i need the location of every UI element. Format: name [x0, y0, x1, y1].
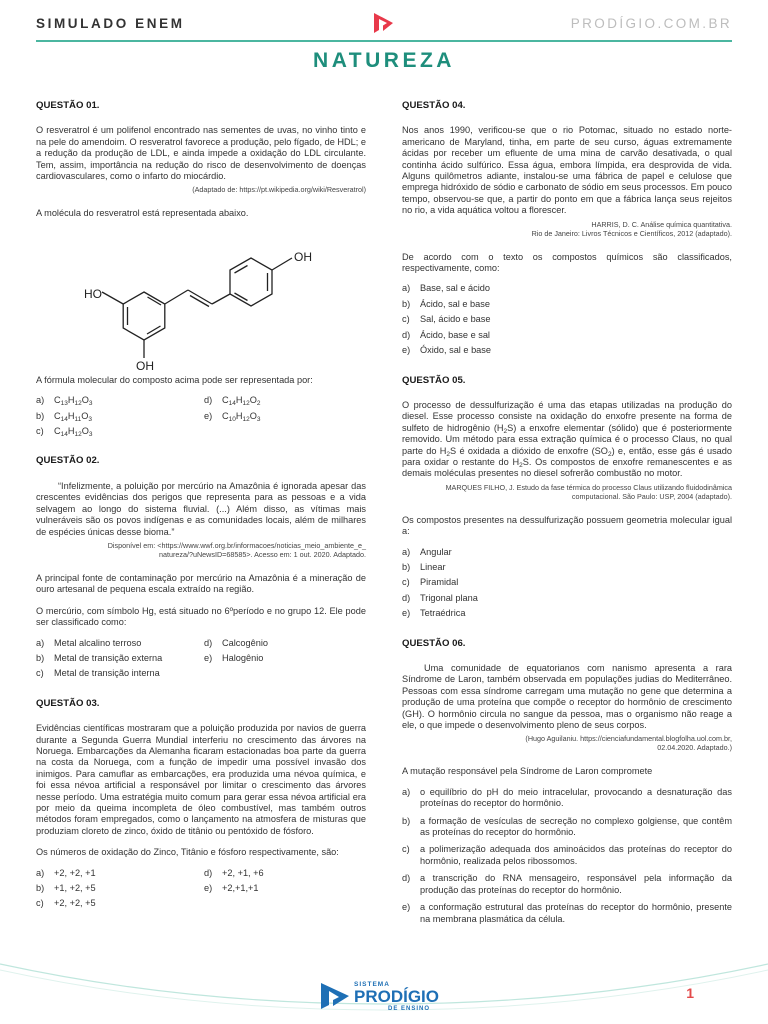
prodigio-logo-icon — [370, 10, 396, 36]
question-text: Uma comunidade de equatorianos com nanismo apresenta a rara Síndrome de Laron, também observada em populações judias do Mediterrâneo. Pessoas com essa síndrome carregam uma mutação no gene que determina a produção de uma proteína que compõe o receptor do hormônio de crescimento (GH). O hormônio circula no sangue da pessoa, mas o organismo não reage a ele, o que impede o desenvolvimento pleno de seus corpos. — [402, 663, 732, 731]
question-prompt: A mutação responsável pela Síndrome de Laron compromete — [402, 766, 653, 777]
right-column — [402, 100, 732, 931]
answer-option[interactable]: b) +1, +2, +5 — [36, 883, 96, 894]
answer-option[interactable]: e) Tetraédrica — [402, 608, 466, 619]
svg-text:PRODÍGIO: PRODÍGIO — [354, 987, 440, 1006]
question-prompt: A fórmula molecular do composto acima pode ser representada por: — [36, 374, 313, 385]
answer-option[interactable]: e) +2,+1,+1 — [204, 883, 259, 894]
answer-option[interactable]: a) $C_{13}H_{12}O_3$ — [36, 395, 93, 408]
left-column — [36, 100, 366, 910]
page-number: 1 — [686, 985, 694, 1001]
answer-option[interactable]: b) a formação de vesículas de secreção no complexo golgiense, que contêm as proteínas do receptor do hormônio. — [402, 815, 732, 838]
hydroxyl-label: OH — [136, 358, 154, 373]
answer-option[interactable]: c) a polimerização adequada dos aminoácidos das proteínas do receptor do hormônio, realizada pelos ribossomos. — [402, 844, 732, 866]
answer-option[interactable]: a) Metal alcalino terroso — [36, 637, 142, 648]
answer-option[interactable]: a) +2, +2, +1 — [36, 867, 96, 878]
question-text: O resveratrol é um polifenol encontrado nas sementes de uvas, no vinho tinto e na pele do amendoim. O resveratrol favorece a produção, pelo fígado, de HDL; e a redução da produção de LDL, e ainda impede a oxidação do LDL circulante. Tem, assim, importância na redução do risco de desenvolvimento de doenças cardiovasculares, como o infarto do miocárdio. — [36, 125, 366, 182]
question-text: A principal fonte de contaminação por mercúrio na Amazônia é a mineração de ouro artesanal de pequena escala extraído na região. — [36, 572, 366, 595]
question-title: QUESTÃO 01. — [36, 100, 100, 111]
section-title: NATUREZA — [313, 49, 455, 72]
answer-option[interactable]: d) $C_{14}H_{12}O_2$ — [204, 395, 261, 408]
answer-options — [402, 787, 732, 925]
hydroxyl-label: OH — [294, 249, 312, 264]
answer-option[interactable]: b) Metal de transição externa — [36, 652, 163, 663]
answer-options — [36, 868, 366, 910]
answer-option[interactable]: c) Sal, ácido e base — [402, 314, 491, 325]
question-prompt: Os números de oxidação do Zinco, Titânio e fósforo respectivamente, são: — [36, 847, 339, 858]
answer-option[interactable]: c) +2, +2, +5 — [36, 898, 96, 909]
site-url: PRODÍGIO.COM.BR — [570, 16, 732, 31]
answer-option[interactable]: d) Calcogênio — [204, 637, 268, 648]
answer-option[interactable]: a) Base, sal e ácido — [402, 283, 490, 294]
answer-options — [402, 547, 732, 620]
question-prompt: Os compostos presentes na dessulfurização possuem geometria molecular igual a: — [402, 514, 732, 537]
answer-option[interactable]: d) Ácido, base e sal — [402, 329, 490, 340]
molecule-intro: A molécula do resveratrol está representada abaixo. — [36, 208, 249, 219]
answer-option[interactable]: e) $C_{10}H_{12}O_3$ — [204, 410, 261, 423]
resveratrol-structure-diagram — [36, 228, 366, 373]
source-citation: (Hugo Aguilaniu. https://cienciafundamental.blogfolha.uol.com.br, 02.04.2020. Adaptado.) — [525, 734, 732, 753]
answer-option[interactable]: b) Linear — [402, 561, 446, 572]
sistema-prodigio-logo — [318, 975, 453, 1013]
answer-option[interactable]: e) Halogênio — [204, 652, 264, 663]
question-title: QUESTÃO 06. — [402, 637, 466, 649]
answer-option[interactable]: a) Angular — [402, 546, 452, 557]
question-text: Evidências científicas mostraram que a poluição produzida por navios de guerra durante a Segunda Guerra Mundial interferiu no crescimento das árvores na Noruega. Embarcações da Alemanha ficaram estacionadas boa parte da guerra na costa da Noruega, com a função de impedir uma possível invasão dos inimigos. Para camuflar as embarcações, era produzida uma névoa química, e foi essa névoa artificial a responsável por limitar o crescimento das árvores nesse período. Uma estratégia muito comum para gerar essa névoa artificial era por meio da queima incompleta de óleo combustível, mas também outros métodos foram empregados, como o lançamento na atmosfera de misturas que produziam cloreto de zinco, óxido de titânio ou pentóxido de fósforo. — [36, 723, 366, 836]
source-citation: MARQUES FILHO, J. Estudo da fase térmica do processo Claus utilizando fluidodinâmica computacional. São Paulo: USP, 2004 (adaptado). — [445, 482, 732, 501]
question-title: QUESTÃO 02. — [36, 455, 100, 467]
question-title: QUESTÃO 04. — [402, 100, 466, 111]
answer-options — [36, 395, 366, 437]
answer-option[interactable]: a) o equilíbrio do pH do meio intracelular, provocando a desnaturação das proteínas do receptor do hormônio. — [402, 786, 732, 809]
answer-options — [402, 283, 732, 356]
answer-option[interactable]: c) Piramidal — [402, 577, 459, 588]
answer-option[interactable]: b) Ácido, sal e base — [402, 298, 490, 309]
question-text: Nos anos 1990, verificou-se que o rio Potomac, situado no estado norte-americano de Maryland, tinha, em parte de seu curso, águas extremamente ácidas por receber um efluente de uma mina de carvão desativada, o qual continha ácido sulfúrico. Essa água, embora límpida, era desprovida de vida. Alguns quilômetros adiante, instalou-se uma fábrica de papel e celulose que emprega hidróxido de sódio e carbonato de sódio em seus processos. Em pouco tempo, observou-se que, a partir do ponto em que a fábrica lança seus rejeitos no rio, a vida aquática voltou a florescer. — [402, 125, 732, 216]
answer-option[interactable]: c) $C_{14}H_{12}O_3$ — [36, 426, 93, 439]
svg-text:SISTEMA: SISTEMA — [354, 981, 390, 988]
question-text: O processo de dessulfurização é uma das etapas utilizadas na produção do diesel. Esse processo consiste na oxidação do enxofre presente na forma de sulfeto de hidrogênio $(H_2S)$ a enxofre elementar (sólido) que é posteriormente removido. Um método para essa extração química é o processo Claus, no qual parte do $H_2S$ é oxidada a dióxido de enxofre $(SO_2)$ e, então, esse gás é usado para oxidar o restante do $H_2S$. Os compostos de enxofre remanescentes e as demais moléculas presentes no diesel sofrerão combustão no motor. — [402, 399, 732, 479]
question-prompt: De acordo com o texto os compostos químicos são classificados, respectivamente, como: — [402, 251, 732, 274]
answer-option[interactable]: e) a conformação estrutural das proteínas do receptor do hormônio, presente na membrana plasmática da célula. — [402, 902, 732, 924]
question-title: QUESTÃO 05. — [402, 374, 466, 386]
answer-options — [36, 638, 366, 680]
source-citation: (Adaptado de: https://pt.wikipedia.org/wiki/Resveratrol) — [192, 185, 366, 195]
source-citation: Disponível em: <https://www.wwf.org.br/informacoes/noticias_meio_ambiente_e_ natureza/?uNewsID=68585>. Acesso em: 1 out. 2020. Adaptado. — [107, 540, 366, 559]
exam-title: SIMULADO ENEM — [36, 16, 185, 31]
answer-option[interactable]: b) $C_{14}H_{11}O_3$ — [36, 410, 93, 423]
answer-option[interactable]: d) Trigonal plana — [402, 592, 478, 603]
source-citation: HARRIS, D. C. Análise química quantitativa. Rio de Janeiro: Livros Técnicos e Científicos, 2012 (adaptado). — [531, 219, 732, 238]
svg-text:DE ENSINO: DE ENSINO — [388, 1006, 431, 1012]
answer-option[interactable]: e) Óxido, sal e base — [402, 345, 491, 356]
hydroxyl-label: HO — [84, 286, 102, 301]
answer-option[interactable]: d) +2, +1, +6 — [204, 867, 264, 878]
answer-option[interactable]: c) Metal de transição interna — [36, 668, 160, 679]
question-prompt: O mercúrio, com símbolo Hg, está situado no 6ºperíodo e no grupo 12. Ele pode ser classificado como: — [36, 605, 366, 628]
question-quote: “Infelizmente, a poluição por mercúrio na Amazônia é ignorada apesar das crescentes evidências dos perigos que representa para as pessoas e a vida selvagem ao longo do sistema fluvial. (...) Além disso, as vítimas mais vulneráveis são os povos indígenas e as comunidades locais, além de milhares de espécies únicas desse bioma.” — [36, 480, 366, 537]
question-title: QUESTÃO 03. — [36, 697, 100, 709]
header-divider — [36, 40, 732, 42]
answer-option[interactable]: d) a transcrição do RNA mensageiro, responsável pela informação da produção das proteínas do receptor do hormônio. — [402, 873, 732, 895]
